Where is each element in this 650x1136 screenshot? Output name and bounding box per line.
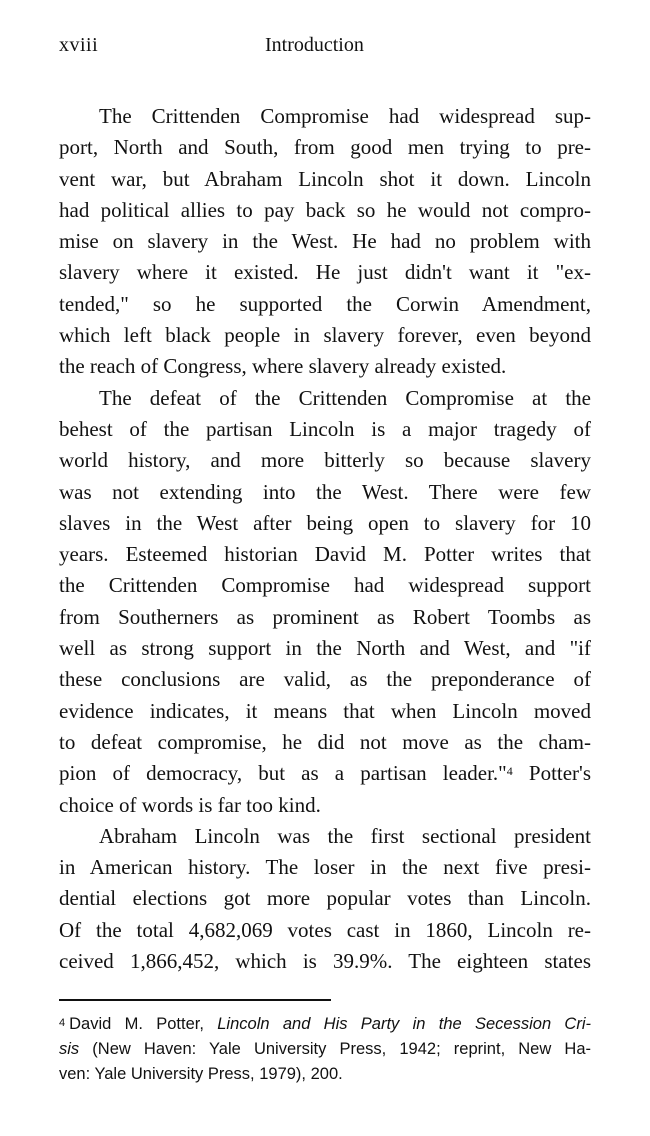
running-head bbox=[59, 34, 591, 64]
running-head-title: Introduction bbox=[265, 34, 364, 56]
text-line: The Crittenden Compromise had widespread sup- bbox=[99, 104, 591, 128]
text-line: to defeat compromise, he did not move as the cham- bbox=[59, 729, 591, 754]
text-line: choice of words is far too kind. bbox=[59, 792, 321, 817]
text-line: evidence indicates, it means that when Lincoln moved bbox=[59, 698, 591, 723]
text-line: vent war, but Abraham Lincoln shot it down. Lincoln bbox=[59, 166, 591, 191]
text-line: which left black people in slavery forever, even beyond bbox=[59, 323, 591, 348]
footnote-line bbox=[59, 1012, 591, 1037]
text-line: port, North and South, from good men trying to pre- bbox=[59, 135, 591, 160]
footnote bbox=[59, 1012, 591, 1087]
text-line: ceived 1,866,452, which is 39.9%. The eighteen states bbox=[59, 949, 591, 974]
page-number: xviii bbox=[59, 34, 99, 56]
footnote-reference[interactable]: 4 bbox=[506, 764, 513, 779]
footnote-line: ven: Yale University Press, 1979), 200. bbox=[59, 1065, 343, 1083]
text-line: had political allies to pay back so he would not compro- bbox=[59, 197, 591, 222]
footnote-book-title: Lincoln and His Party in the Secession Cri- bbox=[217, 1015, 591, 1033]
text-line: slaves in the West after being open to slavery for 10 bbox=[59, 510, 591, 535]
text-line: The defeat of the Crittenden Compromise at the bbox=[99, 385, 591, 410]
footnote-author: David M. Potter, bbox=[69, 1015, 204, 1033]
text-line: Abraham Lincoln was the first sectional president bbox=[99, 823, 591, 848]
text-line: well as strong support in the North and West, and "if bbox=[59, 636, 591, 661]
text-segment: pion of democracy, but as a partisan leader." bbox=[59, 761, 507, 786]
book-page bbox=[59, 0, 591, 1136]
text-line: the Crittenden Compromise had widespread support bbox=[59, 573, 591, 598]
footnote-number: 4 bbox=[59, 1017, 66, 1029]
text-line: behest of the partisan Lincoln is a major tragedy of bbox=[59, 416, 591, 441]
footnote-line bbox=[59, 1037, 591, 1062]
text-line: was not extending into the West. There were few bbox=[59, 479, 591, 504]
text-line: mise on slavery in the West. He had no problem with bbox=[59, 229, 591, 254]
text-line: from Southerners as prominent as Robert Toombs as bbox=[59, 604, 591, 629]
text-line: the reach of Congress, where slavery already existed. bbox=[59, 354, 507, 379]
text-line: dential elections got more popular votes than Lincoln. bbox=[59, 886, 591, 911]
text-line: world history, and more bitterly so because slavery bbox=[59, 448, 591, 473]
text-line: Of the total 4,682,069 votes cast in 1860, Lincoln re- bbox=[59, 917, 591, 942]
text-line: slavery where it existed. He just didn't want it "ex- bbox=[59, 260, 591, 285]
text-line: years. Esteemed historian David M. Potter writes that bbox=[59, 542, 591, 567]
text-line: in American history. The loser in the next five presi- bbox=[59, 855, 591, 880]
footnote-book-title-cont: sis bbox=[59, 1040, 80, 1058]
footnote-divider bbox=[59, 999, 331, 1001]
text-line: these conclusions are valid, as the preponderance of bbox=[59, 667, 591, 692]
footnote-publication: (New Haven: Yale University Press, 1942; reprint, New Ha- bbox=[92, 1040, 591, 1058]
text-line: tended," so he supported the Corwin Amendment, bbox=[59, 291, 591, 316]
body-text bbox=[59, 101, 591, 977]
text-segment: Potter's bbox=[528, 761, 592, 786]
text-line-with-footnote-ref bbox=[59, 758, 591, 789]
